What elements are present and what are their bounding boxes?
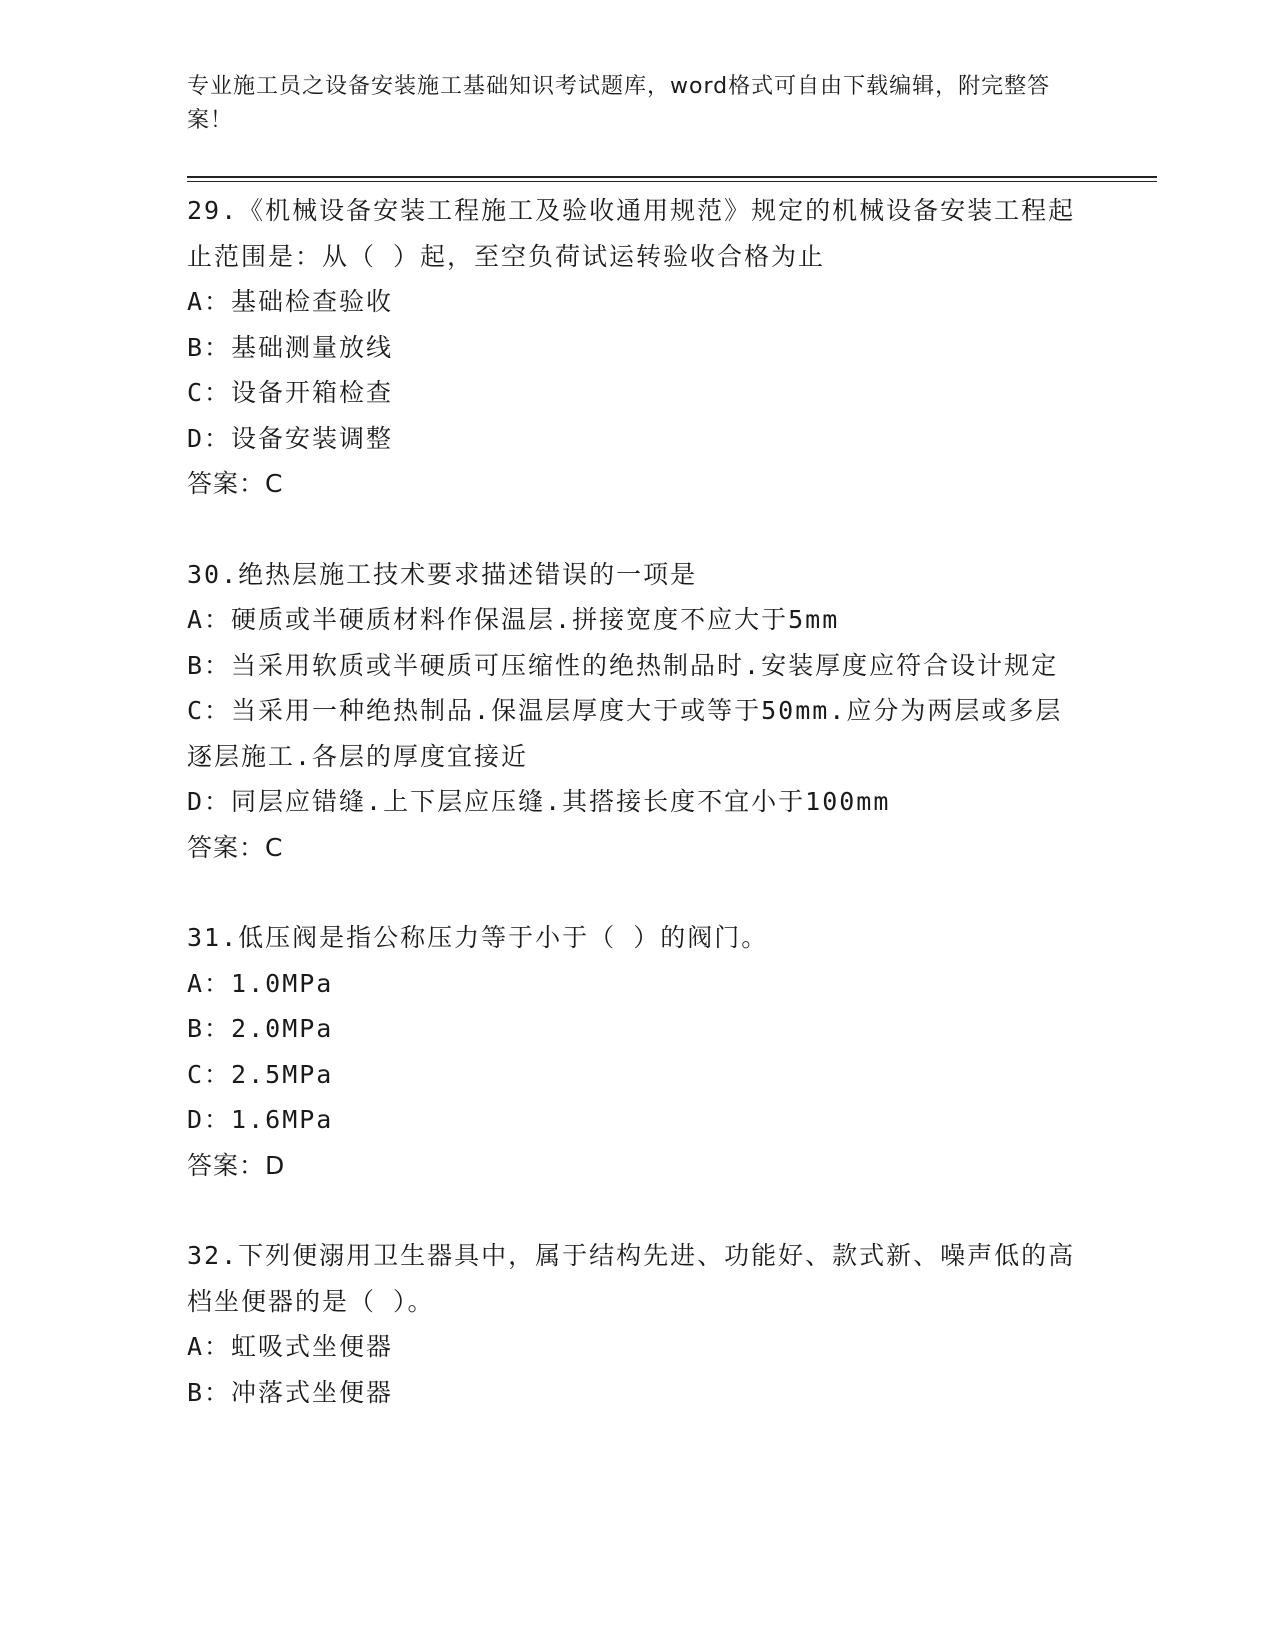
- header-divider-thin: [187, 181, 1157, 182]
- header-divider-thick: [187, 176, 1157, 178]
- option-d: D：1.6MPa: [187, 1105, 334, 1134]
- option-d: D：设备安装调整: [187, 423, 394, 453]
- document-header: 专业施工员之设备安装施工基础知识考试题库，word格式可自由下载编辑，附完整答案！: [187, 74, 1051, 133]
- option-b: B：当采用软质或半硬质可压缩性的绝热制品时.安装厚度应符合设计规定: [187, 650, 1059, 680]
- option-c: C：设备开箱检查: [187, 378, 394, 407]
- option-c: C：2.5MPa: [187, 1059, 334, 1089]
- option-a: A：硬质或半硬质材料作保温层.拼接宽度不应大于5mm: [187, 605, 840, 634]
- question-stem: 29.《机械设备安装工程施工及验收通用规范》规定的机械设备安装工程起止范围是：从（ ）起，至空负荷试运转验收合格为止: [187, 196, 1076, 271]
- question-stem: 32.下列便溺用卫生器具中，属于结构先进、功能好、款式新、噪声低的高档坐便器的是（ ）。: [187, 1241, 1076, 1316]
- answer-label: 答案：D: [187, 1150, 286, 1180]
- question-31: [187, 915, 1087, 1188]
- question-stem: 31.低压阀是指公称压力等于小于（ ）的阀门。: [187, 923, 769, 952]
- answer-label: 答案：C: [187, 469, 284, 498]
- option-a: A：虹吸式坐便器: [187, 1332, 394, 1361]
- option-a: A：基础检查验收: [187, 287, 394, 316]
- question-stem: 30.绝热层施工技术要求描述错误的一项是: [187, 559, 698, 589]
- answer-label: 答案：C: [187, 832, 284, 862]
- question-30: [187, 552, 1087, 871]
- question-list: [187, 188, 1087, 1460]
- question-29: [187, 188, 1087, 507]
- option-b: B：基础测量放线: [187, 332, 394, 362]
- option-b: B：2.0MPa: [187, 1014, 334, 1043]
- option-d: D：同层应错缝.上下层应压缝.其搭接长度不宜小于100mm: [187, 787, 891, 816]
- option-a: A：1.0MPa: [187, 968, 334, 998]
- question-32: [187, 1233, 1087, 1415]
- option-c: C：当采用一种绝热制品.保温层厚度大于或等于50mm.应分为两层或多层逐层施工.各层的厚度宜接近: [187, 696, 1063, 771]
- option-b: B：冲落式坐便器: [187, 1377, 394, 1407]
